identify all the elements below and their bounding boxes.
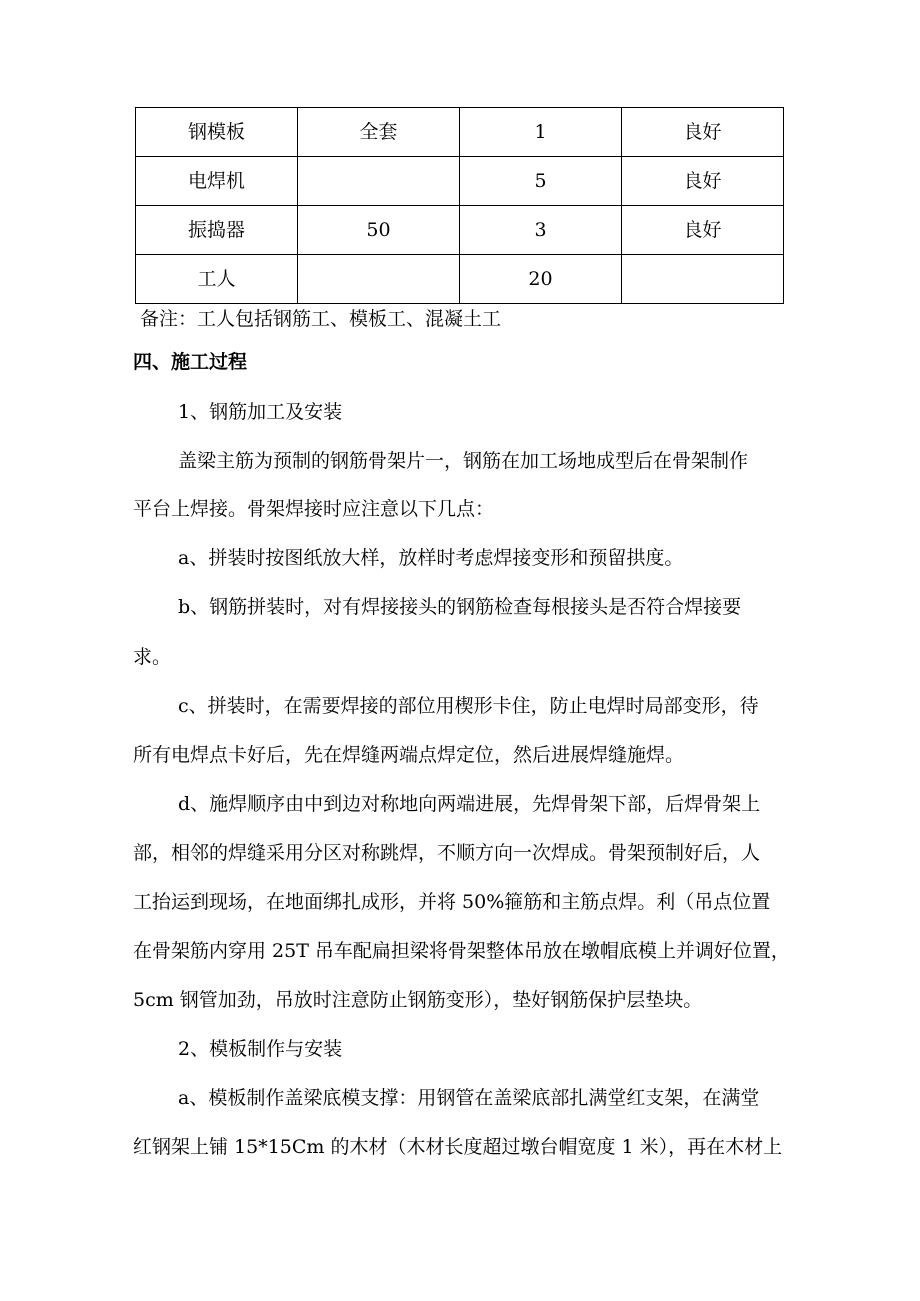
table-row — [136, 157, 784, 206]
table-note: 备注：工人包括钢筋工、模板工、混凝土工 — [140, 308, 502, 330]
table-cell: 5 — [460, 157, 622, 206]
table-row — [136, 108, 784, 157]
list-item: a、拼装时按图纸放大样，放样时考虑焊接变形和预留拱度。 — [178, 547, 684, 569]
table-cell — [298, 157, 460, 206]
paragraph-line: 求。 — [133, 646, 172, 668]
table-cell: 3 — [460, 206, 622, 255]
table-cell: 1 — [460, 108, 622, 157]
paragraph-line: 红钢架上铺 15*15Cm 的木材（木材长度超过墩台帽宽度 1 米），再在木材上 — [133, 1136, 783, 1158]
list-item: d、施焊顺序由中到边对称地向两端进展，先焊骨架下部，后焊骨架上 — [178, 793, 761, 815]
paragraph-line: 部，相邻的焊缝采用分区对称跳焊，不顺方向一次焊成。骨架预制好后，人 — [133, 842, 761, 864]
table-cell: 良好 — [622, 157, 784, 206]
paragraph-line: 工抬运到现场，在地面绑扎成形，并将 50%箍筋和主筋点焊。利（吊点位置 — [133, 891, 771, 913]
equipment-table — [135, 107, 784, 304]
paragraph-line: 平台上焊接。骨架焊接时应注意以下几点： — [133, 498, 495, 520]
paragraph-line: 在骨架筋内穿用 25T 吊车配扁担梁将骨架整体吊放在墩帽底模上并调好位置， — [133, 940, 790, 962]
table-cell — [622, 255, 784, 304]
table-cell: 全套 — [298, 108, 460, 157]
table-cell: 电焊机 — [136, 157, 298, 206]
table-cell: 工人 — [136, 255, 298, 304]
table-cell: 钢模板 — [136, 108, 298, 157]
table-row — [136, 206, 784, 255]
subsection-title: 2、模板制作与安装 — [178, 1038, 343, 1060]
table-cell: 振捣器 — [136, 206, 298, 255]
table-cell: 良好 — [622, 206, 784, 255]
table-cell: 良好 — [622, 108, 784, 157]
table-row — [136, 255, 784, 304]
subsection-title: 1、钢筋加工及安装 — [178, 401, 343, 423]
paragraph-line: 所有电焊点卡好后，先在焊缝两端点焊定位，然后进展焊缝施焊。 — [133, 744, 685, 766]
paragraph-line: 5cm 钢管加劲，吊放时注意防止钢筋变形），垫好钢筋保护层垫块。 — [133, 989, 703, 1011]
table-cell: 50 — [298, 206, 460, 255]
section-title: 四、施工过程 — [133, 351, 248, 373]
table-cell: 20 — [460, 255, 622, 304]
paragraph-line: 盖梁主筋为预制的钢筋骨架片一，钢筋在加工场地成型后在骨架制作 — [178, 450, 749, 472]
list-item: c、拼装时，在需要焊接的部位用楔形卡住，防止电焊时局部变形，待 — [178, 695, 759, 717]
table-cell — [298, 255, 460, 304]
list-item: a、模板制作盖梁底模支撑：用钢管在盖梁底部扎满堂红支架，在满堂 — [178, 1087, 760, 1109]
list-item: b、钢筋拼装时，对有焊接接头的钢筋检查每根接头是否符合焊接要 — [178, 596, 742, 618]
